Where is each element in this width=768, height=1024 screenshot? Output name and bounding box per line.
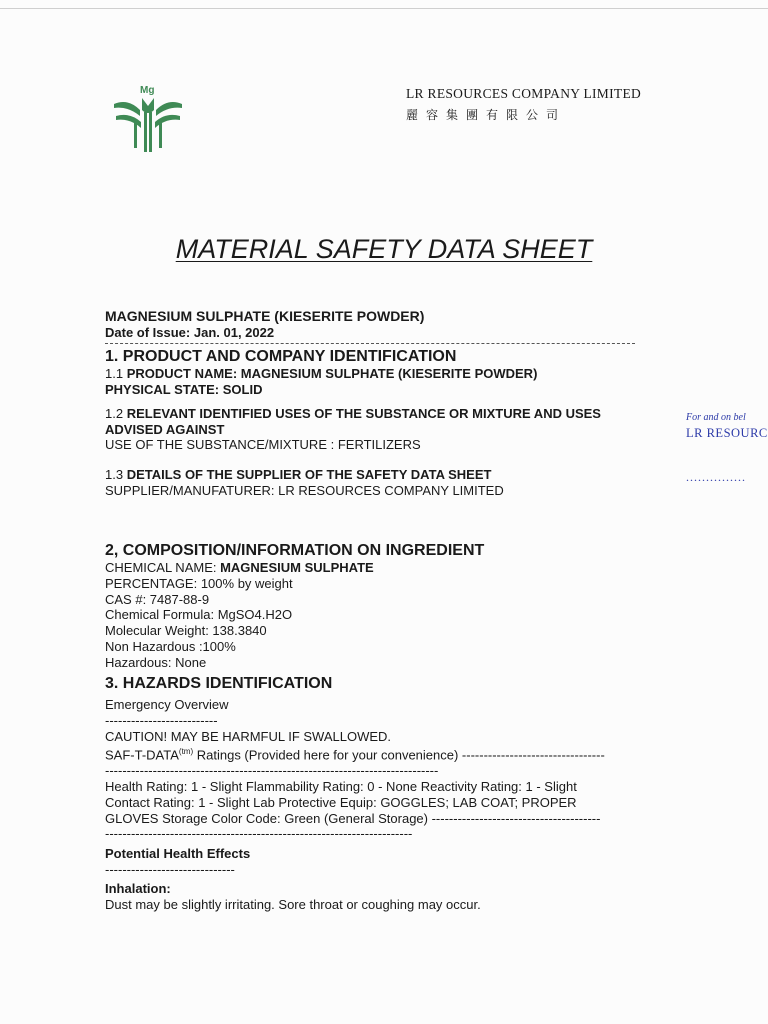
section2-heading: 2, COMPOSITION/INFORMATION ON INGREDIENT [105, 542, 485, 560]
chemical-name: CHEMICAL NAME: MAGNESIUM SULPHATE [105, 560, 374, 576]
rating-line-1: Health Rating: 1 - Slight Flammability Rating: 0 - None Reactivity Rating: 1 - Slight [105, 779, 577, 795]
stamp-line-1: For and on bel [686, 412, 746, 423]
dash-line: ----------------------------------------------------------------------- [105, 826, 413, 842]
page-top-edge [0, 8, 768, 9]
company-name-chinese: 麗容集團有限公司 [406, 108, 567, 122]
saf-t-data-line: SAF-$T-DATA^{(tm)}$ Ratings (Provided here for your convenience) --------------------------------- [105, 747, 605, 763]
section-divider [105, 343, 635, 344]
emergency-overview: Emergency Overview [105, 697, 229, 713]
rating-line-3: GLOVES Storage Color Code: Green (General Storage) --------------------------------------- [105, 810, 601, 826]
section1-3: 1.3 DETAILS OF THE SUPPLIER OF THE SAFETY DATA SHEET [105, 466, 492, 482]
issue-date: Date of Issue: Jan. 01, 2022 [105, 324, 275, 340]
document-body [105, 309, 635, 913]
inhalation-heading: Inhalation: [105, 881, 171, 897]
document-title: MATERIAL SAFETY DATA SHEET [175, 234, 593, 264]
caution-text: CAUTION! MAY BE HARMFUL IF SWALLOWED. [105, 728, 392, 744]
dash-line: ----------------------------------------------------------------------------- [105, 763, 439, 779]
logo-text: Mg [140, 85, 155, 96]
dash-line: -------------------------- [105, 712, 218, 728]
hazardous: Hazardous: None [105, 654, 207, 670]
molecular-weight: Molecular Weight: 138.3840 [105, 623, 267, 639]
supplier-line: SUPPLIER/MANUFATURER: LR RESOURCES COMPANY LIMITED [105, 482, 504, 498]
section3-heading: 3. HAZARDS IDENTIFICATION [105, 675, 333, 693]
inhalation-text: Dust may be slightly irritating. Sore throat or coughing may occur. [105, 897, 481, 913]
section1-2: 1.2 RELEVANT IDENTIFIED USES OF THE SUBSTANCE OR MIXTURE AND USES ADVISED AGAINST [105, 405, 601, 437]
cas-number: CAS #: 7487-88-9 [105, 591, 210, 607]
potential-health-effects: Potential Health Effects [105, 845, 251, 861]
stamp-signature-line: ............... [686, 470, 746, 484]
substance-use: USE OF THE SUBSTANCE/MIXTURE : FERTILIZERS [105, 437, 421, 453]
non-hazardous: Non Hazardous :100% [105, 638, 236, 654]
section1-heading: 1. PRODUCT AND COMPANY IDENTIFICATION [105, 348, 457, 366]
chemical-formula: Chemical Formula: MgSO4.H2O [105, 607, 293, 623]
stamp-line-2: LR RESOURC [686, 426, 768, 440]
company-name: LR RESOURCES COMPANY LIMITED [406, 86, 642, 101]
product-name: MAGNESIUM SULPHATE (KIESERITE POWDER) [105, 308, 425, 324]
physical-state: PHYSICAL STATE: SOLID [105, 382, 263, 398]
section1-1: 1.1 PRODUCT NAME: MAGNESIUM SULPHATE (KIESERITE POWDER) [105, 366, 538, 382]
dash-line: ------------------------------ [105, 861, 235, 877]
company-logo-icon [110, 82, 186, 154]
percentage: PERCENTAGE: 100% by weight [105, 576, 293, 592]
rating-line-2: Contact Rating: 1 - Slight Lab Protective Equip: GOGGLES; LAB COAT; PROPER [105, 794, 577, 810]
